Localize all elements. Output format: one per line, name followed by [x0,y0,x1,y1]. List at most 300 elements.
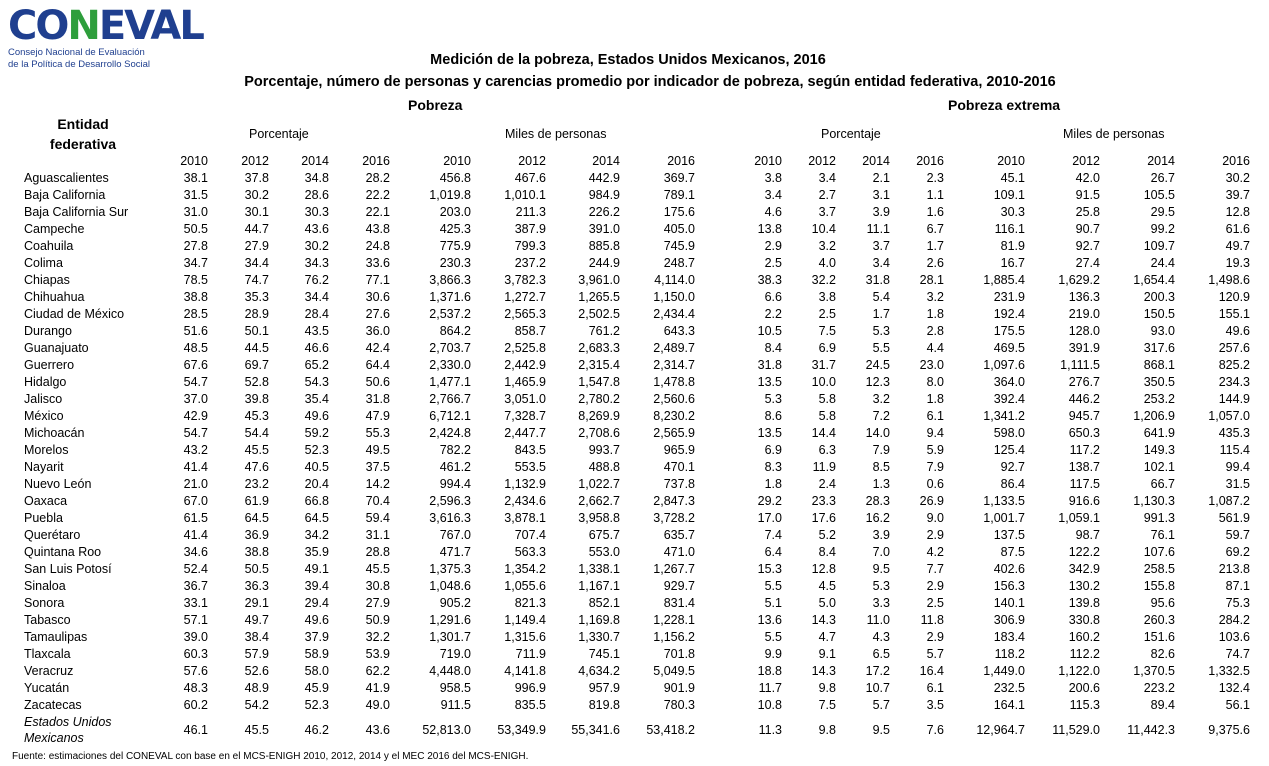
value-cell: 99.2 [1150,221,1175,236]
value-cell: 2,434.4 [653,306,695,321]
value-cell: 6.4 [764,544,782,559]
entity-name: Aguascalientes [24,170,109,185]
value-cell: 50.1 [244,323,269,338]
table-row [20,577,1250,594]
value-cell: 2.5 [926,595,944,610]
value-cell: 1,167.1 [578,578,620,593]
value-cell: 31.0 [183,204,208,219]
value-cell: 330.8 [1068,612,1100,627]
value-cell: 38.3 [757,272,782,287]
table-row [20,628,1250,645]
value-cell: 9,375.6 [1208,723,1250,737]
value-cell: 650.3 [1068,425,1100,440]
value-cell: 45.1 [1000,170,1025,185]
value-cell: 1.3 [872,476,890,491]
value-cell: 28.9 [244,306,269,321]
value-cell: 27.8 [183,238,208,253]
value-cell: 402.6 [993,561,1025,576]
value-cell: 3.7 [872,238,890,253]
value-cell: 12.8 [811,561,836,576]
year-header: 2016 [362,153,390,168]
value-cell: 37.5 [365,459,390,474]
value-cell: 5.7 [872,697,890,712]
value-cell: 2,330.0 [429,357,471,372]
value-cell: 901.9 [663,680,695,695]
value-cell: 27.6 [365,306,390,321]
value-cell: 446.2 [1068,391,1100,406]
value-cell: 19.3 [1225,255,1250,270]
value-cell: 1,291.6 [429,612,471,627]
value-cell: 3,728.2 [653,510,695,525]
value-cell: 49.6 [1225,323,1250,338]
value-cell: 2.1 [872,170,890,185]
value-cell: 5.8 [818,391,836,406]
value-cell: 1,087.2 [1208,493,1250,508]
value-cell: 23.2 [244,476,269,491]
value-cell: 30.2 [244,187,269,202]
value-cell: 43.5 [304,323,329,338]
value-cell: 7.9 [926,459,944,474]
value-cell: 9.8 [818,680,836,695]
entity-name: Michoacán [24,425,85,440]
value-cell: 14.2 [365,476,390,491]
value-cell: 7.5 [818,697,836,712]
table-row [20,475,1250,492]
value-cell: 12,964.7 [976,723,1025,737]
value-cell: 780.3 [663,697,695,712]
entity-name: Chiapas [24,272,70,287]
value-cell: 28.4 [304,306,329,321]
value-cell: 234.3 [1218,374,1250,389]
value-cell: 128.0 [1068,323,1100,338]
value-cell: 6,712.1 [429,408,471,423]
value-cell: 2,766.7 [429,391,471,406]
value-cell: 77.1 [365,272,390,287]
value-cell: 1.6 [926,204,944,219]
year-header: 2014 [862,153,890,168]
value-cell: 1,330.7 [578,629,620,644]
entity-name: Zacatecas [24,697,82,712]
value-cell: 49.0 [365,697,390,712]
value-cell: 3,782.3 [504,272,546,287]
value-cell: 99.4 [1225,459,1250,474]
value-cell: 945.7 [1068,408,1100,423]
value-cell: 387.9 [514,221,546,236]
table-row [20,509,1250,526]
value-cell: 8.6 [764,408,782,423]
value-cell: 76.2 [304,272,329,287]
subheader-pobreza-porcentaje: Porcentaje [249,127,309,141]
value-cell: 130.2 [1068,578,1100,593]
value-cell: 442.9 [588,170,620,185]
value-cell: 1,449.0 [983,663,1025,678]
value-cell: 3.9 [872,527,890,542]
value-cell: 23.3 [811,493,836,508]
value-cell: 5.4 [872,289,890,304]
value-cell: 50.9 [365,612,390,627]
value-cell: 1,055.6 [504,578,546,593]
value-cell: 2,502.5 [578,306,620,321]
value-cell: 3,961.0 [578,272,620,287]
value-cell: 6.9 [764,442,782,457]
value-cell: 17.6 [811,510,836,525]
value-cell: 3.8 [818,289,836,304]
value-cell: 994.4 [439,476,471,491]
value-cell: 14.3 [811,663,836,678]
value-cell: 49.6 [304,612,329,627]
value-cell: 11.1 [866,221,890,236]
value-cell: 1,885.4 [983,272,1025,287]
value-cell: 5.5 [764,578,782,593]
value-cell: 11.8 [920,612,944,627]
value-cell: 155.1 [1218,306,1250,321]
value-cell: 843.5 [514,442,546,457]
value-cell: 260.3 [1143,612,1175,627]
value-cell: 1,206.9 [1133,408,1175,423]
value-cell: 1,267.7 [653,561,695,576]
value-cell: 34.8 [304,170,329,185]
value-cell: 213.8 [1218,561,1250,576]
value-cell: 0.6 [926,476,944,491]
table-row [20,305,1250,322]
value-cell: 21.0 [183,476,208,491]
value-cell: 864.2 [439,323,471,338]
value-cell: 5.2 [818,527,836,542]
value-cell: 49.7 [1225,238,1250,253]
value-cell: 425.3 [439,221,471,236]
value-cell: 16.7 [1000,255,1025,270]
value-cell: 1,019.8 [429,187,471,202]
value-cell: 140.1 [993,595,1025,610]
value-cell: 6.1 [926,408,944,423]
value-cell: 42.0 [1075,170,1100,185]
entity-name: Puebla [24,510,63,525]
value-cell: 16.2 [865,510,890,525]
value-cell: 115.3 [1069,697,1100,712]
value-cell: 711.9 [515,646,546,661]
value-cell: 43.6 [304,221,329,236]
table-row [20,543,1250,560]
value-cell: 49.1 [304,561,329,576]
value-cell: 54.7 [183,374,208,389]
value-cell: 8,269.9 [578,408,620,423]
value-cell: 7,328.7 [504,408,546,423]
value-cell: 29.5 [1150,204,1175,219]
value-cell: 929.7 [663,578,695,593]
value-cell: 1,338.1 [578,561,620,576]
value-cell: 31.8 [365,391,390,406]
value-cell: 1,354.2 [504,561,546,576]
value-cell: 45.9 [304,680,329,695]
entity-name: Sinaloa [24,578,66,593]
value-cell: 819.8 [588,697,620,712]
entity-name: Baja California [24,187,106,202]
logo-wordmark: CONEVAL [8,3,203,49]
value-cell: 6.5 [872,646,890,661]
group-header-pobreza-extrema: Pobreza extrema [948,97,1061,113]
entity-name: Quintana Roo [24,544,102,559]
value-cell: 160.2 [1068,629,1100,644]
value-cell: 2,434.6 [504,493,546,508]
value-cell: 38.8 [244,544,269,559]
logo-subtitle-1: Consejo Nacional de Evaluación [8,47,145,58]
value-cell: 7.5 [818,323,836,338]
value-cell: 55,341.6 [571,723,620,737]
table-row [20,169,1250,186]
value-cell: 9.4 [926,425,944,440]
value-cell: 10.0 [811,374,836,389]
value-cell: 54.3 [304,374,329,389]
value-cell: 64.5 [244,510,269,525]
value-cell: 69.7 [244,357,269,372]
value-cell: 761.2 [588,323,620,338]
value-cell: 92.7 [1000,459,1025,474]
value-cell: 885.8 [588,238,620,253]
value-cell: 59.4 [365,510,390,525]
value-cell: 2,442.9 [504,357,546,372]
value-cell: 1,315.6 [504,629,546,644]
value-cell: 237.2 [514,255,546,270]
value-cell: 1,132.9 [504,476,546,491]
value-cell: 6.9 [818,340,836,355]
value-cell: 28.6 [304,187,329,202]
value-cell: 1,498.6 [1208,272,1250,287]
value-cell: 4.7 [818,629,836,644]
value-cell: 13.6 [757,612,782,627]
value-cell: 1,122.0 [1058,663,1100,678]
value-cell: 74.7 [244,272,269,287]
value-cell: 745.1 [588,646,620,661]
value-cell: 3.5 [926,697,944,712]
value-cell: 116.1 [994,221,1025,236]
value-cell: 24.8 [365,238,390,253]
value-cell: 52.3 [304,442,329,457]
value-cell: 553.5 [514,459,546,474]
entity-name: Tamaulipas [24,629,88,644]
value-cell: 38.4 [244,629,269,644]
value-cell: 821.3 [514,595,546,610]
value-cell: 103.6 [1218,629,1250,644]
value-cell: 2,708.6 [578,425,620,440]
entity-name: Veracruz [24,663,74,678]
value-cell: 4.6 [764,204,782,219]
value-cell: 31.7 [811,357,836,372]
value-cell: 13.5 [757,425,782,440]
year-header: 2012 [241,153,269,168]
value-cell: 76.1 [1150,527,1175,542]
total-row [20,713,1250,747]
value-cell: 93.0 [1150,323,1175,338]
table-row [20,696,1250,713]
value-cell: 1,097.6 [983,357,1025,372]
value-cell: 117.5 [1069,476,1100,491]
value-cell: 59.7 [1225,527,1250,542]
entity-name: Chihuahua [24,289,85,304]
value-cell: 789.1 [663,187,695,202]
value-cell: 183.4 [993,629,1025,644]
value-cell: 30.1 [244,204,269,219]
value-cell: 8.3 [764,459,782,474]
value-cell: 39.4 [304,578,329,593]
value-cell: 701.8 [663,646,695,661]
table-row [20,373,1250,390]
value-cell: 405.0 [663,221,695,236]
value-cell: 1,111.5 [1060,357,1100,372]
value-cell: 122.2 [1068,544,1100,559]
value-cell: 28.8 [365,544,390,559]
value-cell: 831.4 [663,595,695,610]
value-cell: 57.1 [183,612,208,627]
table-row [20,356,1250,373]
value-cell: 467.6 [514,170,546,185]
value-cell: 35.4 [304,391,329,406]
value-cell: 707.4 [514,527,546,542]
value-cell: 31.8 [865,272,890,287]
value-cell: 2,596.3 [429,493,471,508]
year-header: 2014 [301,153,329,168]
value-cell: 92.7 [1075,238,1100,253]
value-cell: 1,048.6 [429,578,471,593]
value-cell: 45.5 [365,561,390,576]
value-cell: 125.4 [993,442,1025,457]
entity-name: Baja California Sur [24,204,129,219]
value-cell: 43.8 [365,221,390,236]
value-cell: 1,272.7 [504,289,546,304]
year-header: 2010 [754,153,782,168]
value-cell: 258.5 [1143,561,1175,576]
value-cell: 5.5 [764,629,782,644]
value-cell: 44.5 [244,340,269,355]
value-cell: 2,525.8 [504,340,546,355]
value-cell: 45.3 [244,408,269,423]
value-cell: 1,629.2 [1058,272,1100,287]
value-cell: 1,265.5 [578,289,620,304]
value-cell: 75.3 [1225,595,1250,610]
value-cell: 25.8 [1075,204,1100,219]
value-cell: 33.6 [365,255,390,270]
entity-name: Oaxaca [24,493,68,508]
value-cell: 203.0 [439,204,471,219]
value-cell: 392.4 [993,391,1025,406]
value-cell: 2.6 [926,255,944,270]
value-cell: 8.4 [818,544,836,559]
value-cell: 11,529.0 [1052,723,1100,737]
value-cell: 12.3 [865,374,890,389]
value-cell: 284.2 [1218,612,1250,627]
value-cell: 175.5 [993,323,1025,338]
value-cell: 4.2 [926,544,944,559]
value-cell: 34.7 [183,255,208,270]
entity-name: Tlaxcala [24,646,71,661]
value-cell: 58.9 [304,646,329,661]
value-cell: 488.8 [588,459,620,474]
value-cell: 461.2 [439,459,471,474]
value-cell: 35.9 [304,544,329,559]
value-cell: 60.2 [183,697,208,712]
value-cell: 5.3 [872,578,890,593]
table-row [20,441,1250,458]
value-cell: 52.3 [304,697,329,712]
year-header: 2016 [1222,153,1250,168]
value-cell: 57.6 [183,663,208,678]
value-cell: 996.9 [514,680,546,695]
value-cell: 3.2 [818,238,836,253]
value-cell: 1,059.1 [1058,510,1100,525]
value-cell: 369.7 [663,170,695,185]
value-cell: 5.3 [764,391,782,406]
value-cell: 2.5 [818,306,836,321]
value-cell: 4.4 [926,340,944,355]
value-cell: 7.7 [926,561,944,576]
value-cell: 17.2 [865,663,890,678]
value-cell: 42.4 [365,340,390,355]
table-row [20,288,1250,305]
value-cell: 1.7 [872,306,890,321]
value-cell: 34.4 [304,289,329,304]
value-cell: 149.3 [1143,442,1175,457]
value-cell: 635.7 [663,527,695,542]
value-cell: 105.5 [1143,187,1175,202]
value-cell: 6.6 [764,289,782,304]
value-cell: 1.8 [764,476,782,491]
value-cell: 958.5 [439,680,471,695]
value-cell: 39.0 [183,629,208,644]
value-cell: 164.1 [993,697,1025,712]
year-header: 2016 [667,153,695,168]
value-cell: 2,489.7 [653,340,695,355]
value-cell: 139.8 [1068,595,1100,610]
value-cell: 1,057.0 [1208,408,1250,423]
value-cell: 9.0 [926,510,944,525]
table-row [20,679,1250,696]
value-cell: 11.9 [812,459,836,474]
value-cell: 61.9 [244,493,269,508]
value-cell: 37.0 [183,391,208,406]
value-cell: 7.6 [926,723,944,737]
value-cell: 1,001.7 [983,510,1025,525]
value-cell: 1,130.3 [1133,493,1175,508]
value-cell: 86.4 [1000,476,1025,491]
value-cell: 991.3 [1143,510,1175,525]
table-row [20,458,1250,475]
entity-name: Guanajuato [24,340,89,355]
value-cell: 3,958.8 [578,510,620,525]
value-cell: 230.3 [439,255,471,270]
value-cell: 553.0 [588,544,620,559]
value-cell: 232.5 [993,680,1025,695]
subheader-extrema-porcentaje: Porcentaje [821,127,881,141]
value-cell: 775.9 [439,238,471,253]
table-row [20,203,1250,220]
table-row [20,645,1250,662]
value-cell: 24.5 [865,357,890,372]
value-cell: 3.2 [926,289,944,304]
value-cell: 52.4 [183,561,208,576]
value-cell: 17.0 [757,510,782,525]
value-cell: 30.2 [304,238,329,253]
value-cell: 102.1 [1143,459,1175,474]
entity-name: Ciudad de México [24,306,125,321]
value-cell: 2.9 [764,238,782,253]
year-header: 2016 [916,153,944,168]
value-cell: 1,478.8 [653,374,695,389]
entity-name: Querétaro [24,527,81,542]
value-cell: 1,371.6 [429,289,471,304]
value-cell: 4.0 [818,255,836,270]
value-cell: 50.6 [365,374,390,389]
value-cell: 35.3 [244,289,269,304]
value-cell: 47.6 [244,459,269,474]
